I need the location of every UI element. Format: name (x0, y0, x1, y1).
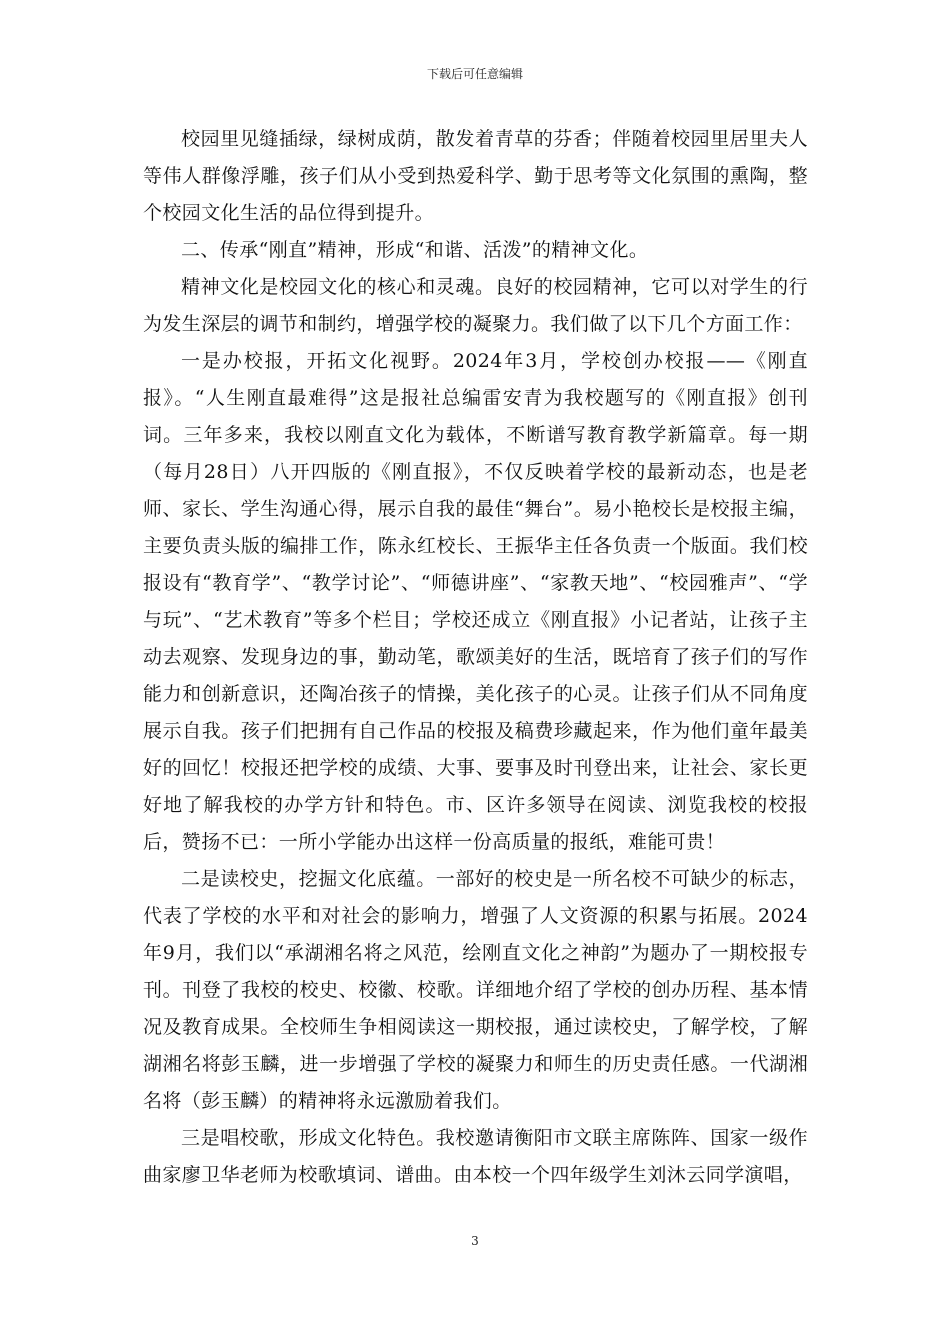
page-number: 3 (471, 1234, 479, 1248)
page-header: 下载后可任意编辑 (426, 67, 523, 81)
paragraph-school-newspaper: 一是办校报，开拓文化视野。2024年3月，学校创办校报——《刚直报》。“人生刚直最难得”这是报社总编雷安青为我校题写的《刚直报》创刊词。三年多来，我校以刚直文化为载体，不断谱写教育教学新篇章。每一期（每月28日）八开四版的《刚直报》，不仅反映着学校的最新动态，也是老师、家长、学生沟通心得，展示自我的最佳“舞台”。易小艳校长是校报主编，主要负责头版的编排工作，陈永红校长、王振华主任各负责一个版面。我们校报设有“教育学”、“教学讨论”、“师德讲座”、“家教天地”、“校园雅声”、“学与玩”、“艺术教育”等多个栏目；学校还成立《刚直报》小记者站，让孩子主动去观察、发现身边的事，勤动笔，歌颂美好的生活，既培育了孩子们的写作能力和创新意识，还陶冶孩子的情操，美化孩子的心灵。让孩子们从不同角度展示自我。孩子们把拥有自己作品的校报及稿费珍藏起来，作为他们童年最美好的回忆！校报还把学校的成绩、大事、要事及时刊登出来，让社会、家长更好地了解我校的办学方针和特色。市、区许多领导在阅读、浏览我校的校报后，赞扬不已：一所小学能办出这样一份高质量的报纸，难能可贵！ (143, 350, 808, 853)
paragraph-school-history: 二是读校史，挖掘文化底蕴。一部好的校史是一所名校不可缺少的标志，代表了学校的水平和对社会的影响力，增强了人文资源的积累与拓展。2024年9月，我们以“承湖湘名将之风范，绘刚直文化之神韵”为题办了一期校报专刊。刊登了我校的校史、校徽、校歌。详细地介绍了学校的创办历程、基本情况及教育成果。全校师生争相阅读这一期校报，通过读校史，了解学校，了解湖湘名将彭玉麟，进一步增强了学校的凝聚力和师生的历史责任感。一代湖湘名将（彭玉麟）的精神将永远激励着我们。 (143, 868, 808, 1112)
paragraph-spirit-culture-intro: 精神文化是校园文化的核心和灵魂。良好的校园精神，它可以对学生的行为发生深层的调节和制约，增强学校的凝聚力。我们做了以下几个方面工作： (143, 276, 808, 335)
section-heading-spirit-culture: 二、传承“刚直”精神，形成“和谐、活泼”的精神文化。 (181, 239, 649, 261)
document-body (143, 121, 808, 1194)
paragraph-school-song: 三是唱校歌，形成文化特色。我校邀请衡阳市文联主席陈阵、国家一级作曲家廖卫华老师为校歌填词、谱曲。由本校一个四年级学生刘沐云同学演唱， (143, 1127, 808, 1186)
paragraph-campus-greenery: 校园里见缝插绿，绿树成荫，散发着青草的芬香；伴随着校园里居里夫人等伟人群像浮雕，孩子们从小受到热爱科学、勤于思考等文化氛围的熏陶，整个校园文化生活的品位得到提升。 (143, 128, 808, 224)
